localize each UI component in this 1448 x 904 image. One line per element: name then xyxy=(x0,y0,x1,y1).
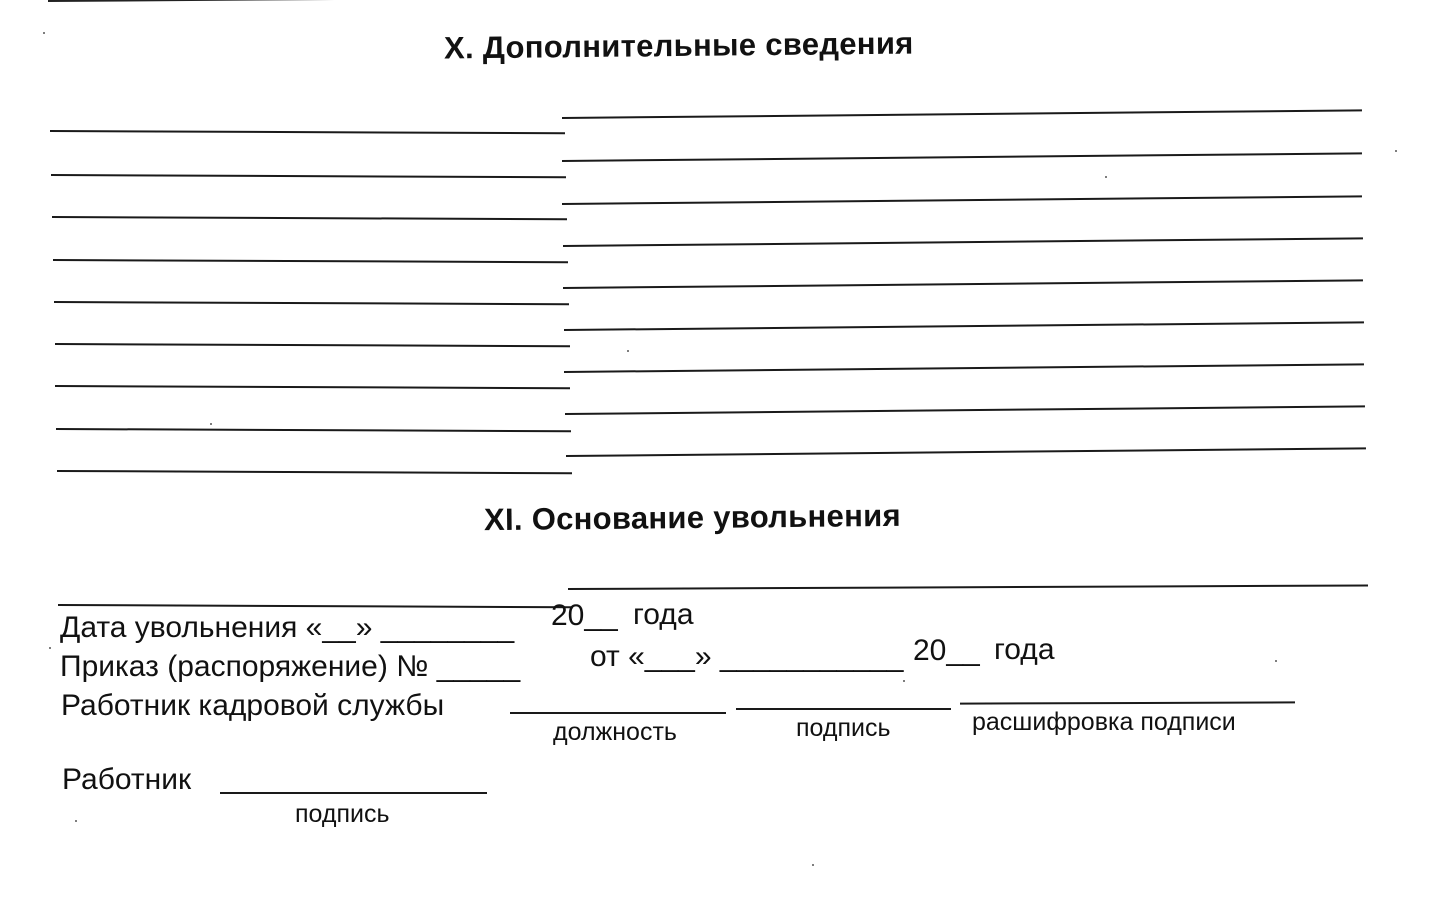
ruled-line xyxy=(51,174,566,178)
order-year-suffix: года xyxy=(994,633,1055,666)
scan-speck xyxy=(43,32,45,34)
signature-decoding-caption: расшифровка подписи xyxy=(972,708,1236,736)
signature-blank xyxy=(736,708,951,710)
section-x-title: X. Дополнительные сведения xyxy=(443,25,914,66)
ruled-line xyxy=(566,447,1366,457)
scan-speck xyxy=(49,647,51,649)
ruled-line xyxy=(52,216,567,220)
order-label: Приказ (распоряжение) № _____ xyxy=(60,650,521,683)
dismissal-date-year-suffix: года xyxy=(633,598,694,631)
ruled-line xyxy=(564,363,1364,373)
scan-speck xyxy=(1275,660,1277,662)
ruled-line xyxy=(565,405,1365,415)
employee-signature-caption: подпись xyxy=(295,800,390,828)
dismissal-date-year-prefix: 20__ xyxy=(551,599,618,632)
scan-speck xyxy=(812,864,814,866)
ruled-line xyxy=(57,470,572,474)
top-border-line xyxy=(48,0,563,2)
signature-caption: подпись xyxy=(796,714,891,742)
ruled-line xyxy=(55,343,570,347)
dismissal-date-label: Дата увольнения «__» ________ xyxy=(60,611,515,644)
ruled-line xyxy=(562,195,1362,205)
section-xi-title: XI. Основание увольнения xyxy=(483,497,902,538)
scan-speck xyxy=(627,350,629,352)
ruled-line xyxy=(50,130,565,134)
ruled-line xyxy=(564,321,1364,331)
ruled-line xyxy=(562,109,1362,119)
ruled-line xyxy=(55,385,570,389)
ruled-line xyxy=(56,428,571,432)
employee-signature-blank xyxy=(220,792,487,794)
signature-decoding-blank xyxy=(960,701,1295,704)
ruled-line xyxy=(54,301,569,305)
ruled-line xyxy=(562,152,1362,162)
ruled-line xyxy=(563,237,1363,247)
ruled-line xyxy=(563,279,1363,289)
hr-worker-label: Работник кадровой службы xyxy=(61,689,445,722)
scan-speck xyxy=(1105,176,1107,178)
section-xi-line xyxy=(58,604,573,608)
scan-speck xyxy=(210,423,212,425)
order-year-prefix: 20__ xyxy=(913,634,980,667)
scan-speck xyxy=(1395,150,1397,152)
scan-speck xyxy=(75,820,77,822)
ruled-line xyxy=(53,259,568,263)
position-blank xyxy=(510,712,726,714)
scan-speck xyxy=(903,680,905,682)
employee-label: Работник xyxy=(62,763,192,796)
section-xi-line xyxy=(568,585,1368,590)
order-date-from: от «___» ___________ xyxy=(590,640,904,673)
position-caption: должность xyxy=(553,718,677,746)
